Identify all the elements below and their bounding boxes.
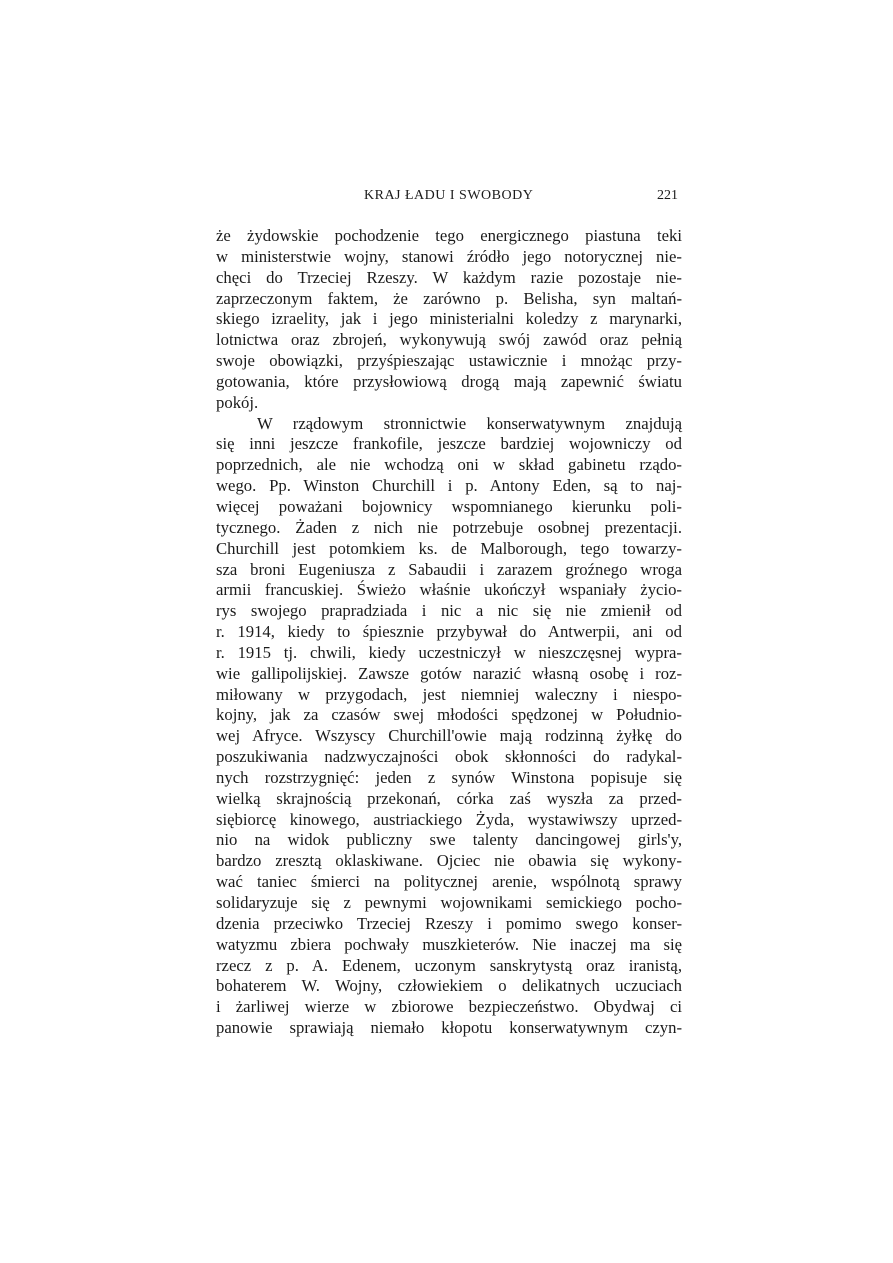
body-text xyxy=(216,226,682,1039)
text-line: pokój. xyxy=(216,392,259,412)
text-line: więcej poważani bojownicy wspomnianego kierunku poli- xyxy=(216,496,682,516)
text-line: zaprzeczonym faktem, że zarówno p. Belisha, syn maltań- xyxy=(216,288,682,308)
text-line: r. 1915 tj. chwili, kiedy uczestniczył w nieszczęsnej wypra- xyxy=(216,642,682,662)
page-number: 221 xyxy=(657,188,678,203)
text-line: bohaterem W. Wojny, człowiekiem o delikatnych uczuciach xyxy=(216,976,682,996)
text-line: tycznego. Żaden z nich nie potrzebuje osobnej prezentacji. xyxy=(216,517,682,537)
text-line: sza broni Eugeniusza z Sabaudii i zarazem groźnego wroga xyxy=(216,559,682,579)
running-title: KRAJ ŁADU I SWOBODY xyxy=(364,188,534,203)
text-line: swoje obowiązki, przyśpieszając ustawicznie i mnożąc przy- xyxy=(216,351,682,371)
text-line: wej Afryce. Wszyscy Churchill'owie mają rodzinną żyłkę do xyxy=(216,726,682,746)
text-line: watyzmu zbiera pochwały muszkieterów. Nie inaczej ma się xyxy=(216,934,682,954)
text-line: i żarliwej wierze w zbiorowe bezpieczeństwo. Obydwaj ci xyxy=(216,997,682,1017)
text-line: wielką skrajnością przekonań, córka zaś wyszła za przed- xyxy=(216,788,682,808)
text-line: Churchill jest potomkiem ks. de Malborough, tego towarzy- xyxy=(216,538,682,558)
text-line: chęci do Trzeciej Rzeszy. W każdym razie pozostaje nie- xyxy=(216,267,682,287)
text-line: poszukiwania nadzwyczajności obok skłonności do radykal- xyxy=(216,747,682,767)
paragraph-first-line: W rządowym stronnictwie konserwatywnym znajdują xyxy=(257,413,682,433)
text-line: kojny, jak za czasów swej młodości spędzonej w Południo- xyxy=(216,705,682,725)
text-line: wać taniec śmierci na politycznej arenie, wspólnotą sprawy xyxy=(216,872,682,892)
text-line: w ministerstwie wojny, stanowi źródło jego notorycznej nie- xyxy=(216,246,682,266)
text-line: dzenia przeciwko Trzeciej Rzeszy i pomimo swego konser- xyxy=(216,913,682,933)
text-line: nych rozstrzygnięć: jeden z synów Winstona popisuje się xyxy=(216,767,682,787)
text-line: gotowania, które przysłowiową drogą mają zapewnić światu xyxy=(216,371,682,391)
text-line: r. 1914, kiedy to śpiesznie przybywał do Antwerpii, ani od xyxy=(216,622,682,642)
text-line: rys swojego prapradziada i nic a nic się nie zmienił od xyxy=(216,601,682,621)
text-line: panowie sprawiają niemało kłopotu konserwatywnym czyn- xyxy=(216,1018,682,1038)
text-line: że żydowskie pochodzenie tego energicznego piastuna teki xyxy=(216,226,682,245)
text-line: poprzednich, ale nie wchodzą oni w skład gabinetu rządo- xyxy=(216,455,682,475)
text-line: nio na widok publiczny swe talenty dancingowej girls'y, xyxy=(216,830,682,850)
text-line: się inni jeszcze frankofile, jeszcze bardziej wojowniczy od xyxy=(216,434,682,454)
text-line: lotnictwa oraz zbrojeń, wykonywują swój zawód oraz pełnią xyxy=(216,330,682,350)
running-header xyxy=(216,186,682,208)
text-line: bardzo zresztą oklaskiwane. Ojciec nie obawia się wykony- xyxy=(216,851,682,871)
text-line: wie gallipolijskiej. Zawsze gotów narazić własną osobę i roz- xyxy=(216,663,682,683)
text-line: siębiorcę kinowego, austriackiego Żyda, wystawiwszy uprzed- xyxy=(216,809,682,829)
text-line: miłowany w przygodach, jest niemniej waleczny i niespo- xyxy=(216,684,682,704)
text-line: solidaryzuje się z pewnymi wojownikami semickiego pocho- xyxy=(216,893,682,912)
text-line: rzecz z p. A. Edenem, uczonym sanskrytystą oraz iranistą, xyxy=(216,955,682,975)
text-line: armii francuskiej. Świeżo właśnie ukończył wspaniały życio- xyxy=(216,580,682,600)
text-line: wego. Pp. Winston Churchill i p. Antony Eden, są to naj- xyxy=(216,476,682,496)
text-line: skiego izraelity, jak i jego ministerialni koledzy z marynarki, xyxy=(216,309,682,329)
